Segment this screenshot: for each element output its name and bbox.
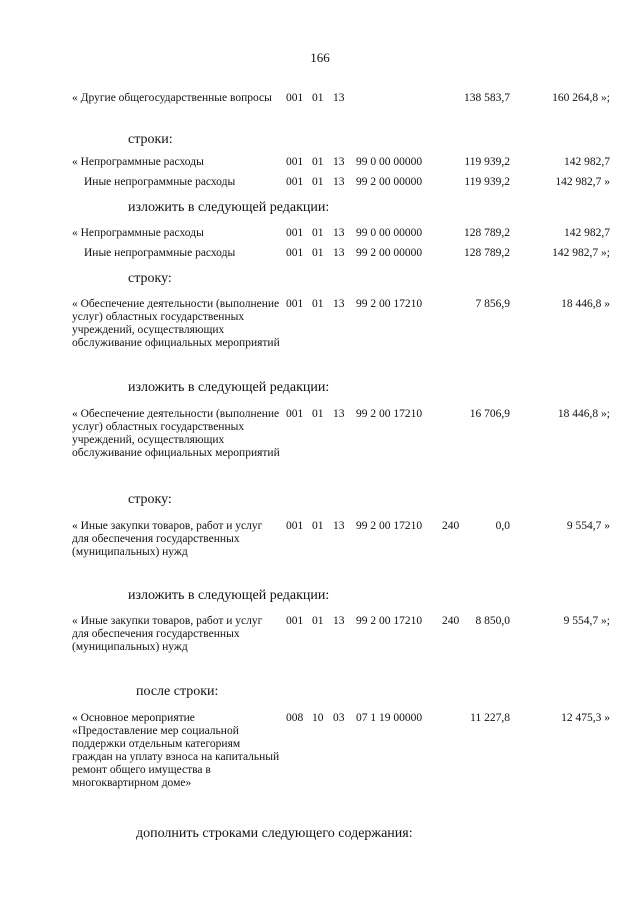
row-ved: 001 [286,408,304,420]
row-pr: 13 [333,92,345,104]
row-cs: 99 2 00 17210 [356,408,423,420]
row-name: Иные непрограммные расходы [84,247,236,259]
row-vr: 240 [442,520,460,532]
row-value-2: 160 264,8 »; [552,92,610,104]
page-number: 166 [310,50,330,65]
row-value-1: 119 939,2 [464,156,510,168]
row-rz: 01 [312,176,324,188]
row-value-1: 8 850,0 [475,615,510,627]
row-value-1: 138 583,7 [464,92,510,104]
row-name: « Непрограммные расходы [72,227,204,239]
row-value-2: 9 554,7 » [566,520,610,532]
row-value-2: 18 446,8 »; [557,408,610,420]
row-cs: 99 0 00 00000 [356,227,423,239]
row-name: « Иные закупки товаров, работ и услуг для обеспечения государственных (муниципальных) нужд [72,520,263,558]
row-name: « Непрограммные расходы [72,156,204,168]
section-heading: строки: [128,132,173,147]
row-cs: 99 2 00 17210 [356,298,423,310]
row-value-1: 7 856,9 [475,298,510,310]
row-rz: 01 [312,156,324,168]
row-value-2: 18 446,8 » [561,298,610,310]
row-value-2: 142 982,7 [564,156,610,168]
row-rz: 01 [312,615,324,627]
row-name: « Основное мероприятие «Предоставление мер социальной поддержки отдельным категориям граждан на уплату взноса на капитальный ремонт общего имущества в многоквартирном доме» [72,712,280,789]
row-name: « Иные закупки товаров, работ и услуг для обеспечения государственных (муниципальных) нужд [72,615,263,653]
section-heading: изложить в следующей редакции: [128,588,330,603]
row-ved: 001 [286,298,304,310]
row-value-1: 128 789,2 [464,247,510,259]
row-pr: 13 [333,615,345,627]
row-ved: 001 [286,520,304,532]
row-rz: 01 [312,298,324,310]
row-ved: 001 [286,227,304,239]
row-value-1: 128 789,2 [464,227,510,239]
row-name: « Обеспечение деятельности (выполнение услуг) областных государственных учреждений, осуществляющих обслуживание официальных мероприятий [72,298,280,349]
section-heading: после строки: [136,684,219,699]
row-value-1: 0,0 [495,520,510,532]
row-ved: 008 [286,712,304,724]
section-heading: дополнить строками следующего содержания: [136,826,413,841]
row-vr: 240 [442,615,460,627]
row-value-1: 16 706,9 [469,408,510,420]
row-pr: 13 [333,156,345,168]
section-heading: изложить в следующей редакции: [128,200,330,215]
row-name: « Обеспечение деятельности (выполнение услуг) областных государственных учреждений, осуществляющих обслуживание официальных мероприятий [72,408,280,459]
row-cs: 99 2 00 00000 [356,176,423,188]
section-heading: строку: [128,492,172,507]
row-pr: 13 [333,227,345,239]
row-name: « Другие общегосударственные вопросы [72,92,272,104]
row-pr: 13 [333,520,345,532]
row-name: Иные непрограммные расходы [84,176,236,188]
section-heading: изложить в следующей редакции: [128,380,330,395]
row-ved: 001 [286,615,304,627]
row-value-2: 142 982,7 [564,227,610,239]
section-heading: строку: [128,271,172,286]
row-rz: 01 [312,520,324,532]
row-value-1: 119 939,2 [464,176,510,188]
row-rz: 01 [312,408,324,420]
row-value-1: 11 227,8 [470,712,510,724]
row-ved: 001 [286,156,304,168]
row-rz: 01 [312,247,324,259]
row-value-2: 9 554,7 »; [563,615,610,627]
row-cs: 99 2 00 17210 [356,520,423,532]
row-pr: 13 [333,247,345,259]
row-pr: 03 [333,712,345,724]
row-ved: 001 [286,92,304,104]
row-ved: 001 [286,247,304,259]
row-value-2: 142 982,7 » [555,176,610,188]
row-cs: 07 1 19 00000 [356,712,423,724]
row-value-2: 12 475,3 » [561,712,610,724]
row-cs: 99 2 00 00000 [356,247,423,259]
row-rz: 10 [312,712,324,724]
row-cs: 99 2 00 17210 [356,615,423,627]
row-pr: 13 [333,298,345,310]
row-pr: 13 [333,176,345,188]
row-ved: 001 [286,176,304,188]
row-pr: 13 [333,408,345,420]
row-rz: 01 [312,227,324,239]
row-rz: 01 [312,92,324,104]
row-value-2: 142 982,7 »; [552,247,610,259]
row-cs: 99 0 00 00000 [356,156,423,168]
